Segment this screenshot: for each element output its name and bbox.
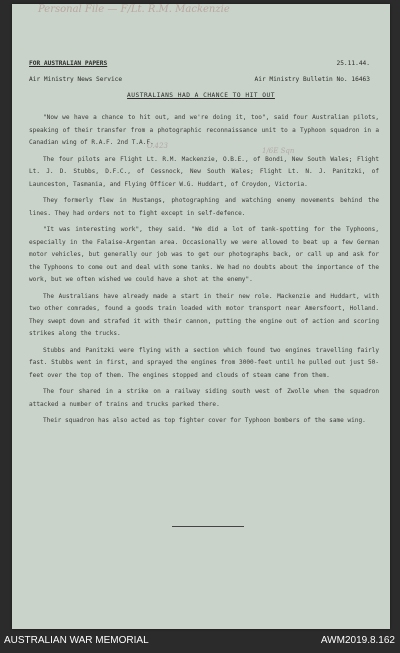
paragraph: Stubbs and Panitzki were flying with a section which found two engines travelling fairly fast. Stubbs went in first, and sprayed the engines from 3000-feet until he pulled out just 50-feet over the top of them. The engines stopped and clouds of steam came from them.: [29, 346, 379, 379]
marginal-note: 1/6E Sqn: [262, 147, 295, 155]
for-papers-label: FOR AUSTRALIAN PAPERS: [29, 60, 108, 67]
paragraph: Their squadron has also acted as top fighter cover for Typhoon bombers of the same wing.: [43, 417, 366, 424]
catalogue-number: AWM2019.8.162: [320, 635, 395, 646]
paragraph: "Now we have a chance to hit out, and we're doing it, too", said four Australian pilots, speaking of their transfer from a photographic reconnaissance unit to a Typhoon squadron in a Canadian wing of R.A.F. 2nd T.A.F.: [29, 114, 379, 146]
paragraph: "It was interesting work", they said. "We did a lot of tank-spotting for the Typhoons, especially in the Falaise-Argentan area. Occasionally we were allowed to beat up a few German motor vehicles, but generally our job was to get our photographs back, or call up and ask for the Typhoons to come out and deal with some tanks. We had no doubts about the importance of the work, but we often wished we could have a shot at the enemy".: [29, 226, 379, 283]
marginal-note: O.423: [147, 142, 168, 150]
end-rule: [172, 526, 244, 527]
document-body: [29, 112, 379, 432]
date: 25.11.44.: [336, 60, 370, 67]
paragraph: The four shared in a strike on a railway siding south west of Zwolle when the squadron attacked a number of trains and trucks parked there.: [29, 388, 379, 408]
paragraph: The four pilots are Flight Lt. R.M. Mackenzie, O.B.E., of Bondi, New South Wales; Flight Lt. J. D. Stubbs, D.F.C., of Cessnock, New South Wales; Flight Lt. N. J. Panitzki, of Launceston, Tasmania, and Flying Officer W.G. Huddart, of Croydon, Victoria.: [29, 155, 379, 188]
handwritten-annotation: Personal File — F/Lt. R.M. Mackenzie: [38, 4, 230, 15]
paragraph: They formerly flew in Mustangs, photographing and watching enemy movements behind the lines. They had orders not to fight except in self-defence.: [29, 197, 379, 217]
archive-footer: [0, 635, 400, 653]
archive-name: AUSTRALIAN WAR MEMORIAL: [4, 635, 149, 646]
document-page: [12, 4, 390, 629]
paragraph: The Australians have already made a start in their new role. Mackenzie and Huddart, with two other comrades, found a goods train loaded with motor transport near Amersfoort, Holland. They swept down and strafed it with their cannon, putting the engine out of action and scoring strikes along the trucks.: [29, 292, 379, 337]
news-service: Air Ministry News Service: [29, 76, 123, 83]
document-title: AUSTRALIANS HAD A CHANCE TO HIT OUT: [127, 92, 275, 99]
bulletin-number: Air Ministry Bulletin No. 16463: [254, 76, 370, 83]
